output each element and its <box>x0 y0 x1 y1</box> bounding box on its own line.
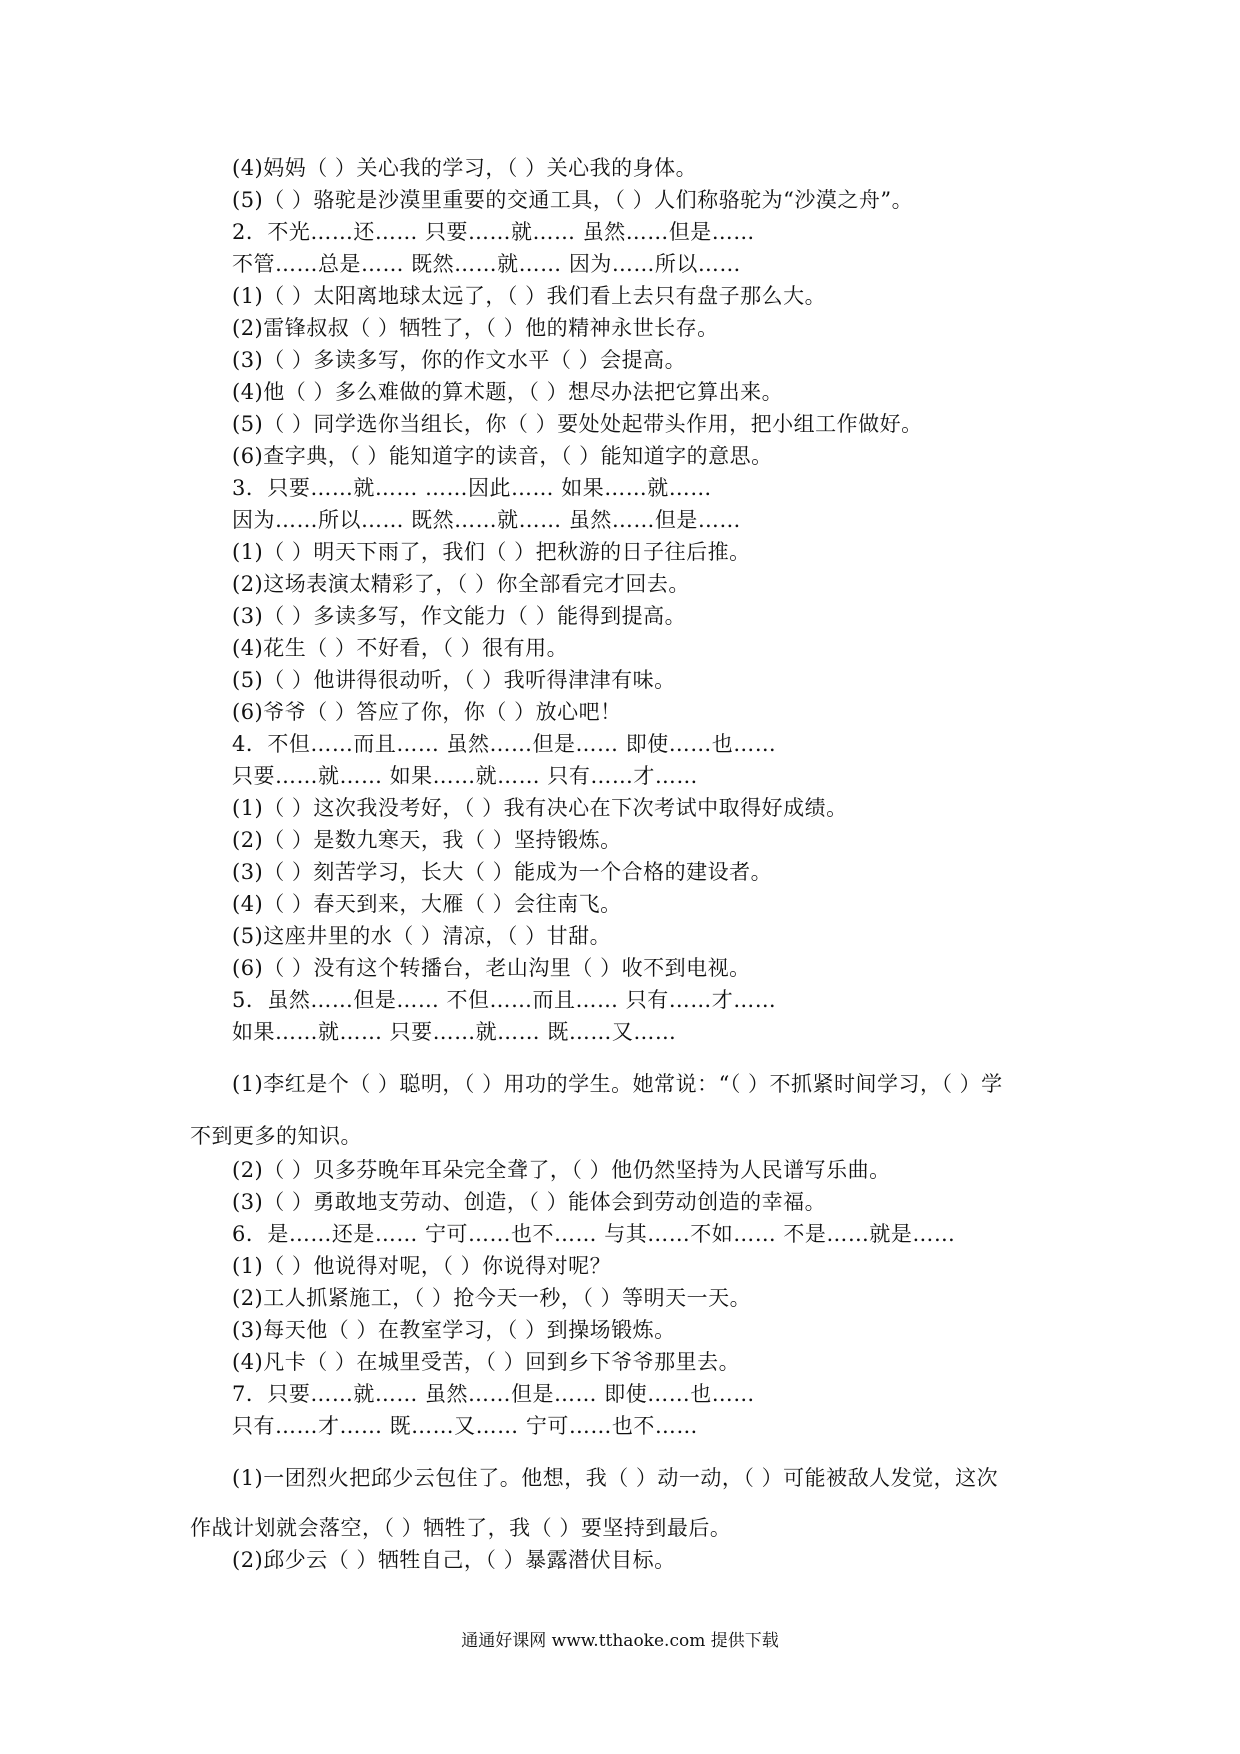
text-line: (2)雷锋叔叔（ ）牺牲了，（ ）他的精神永世长存。 <box>232 316 719 340</box>
text-line: (3)（ ）勇敢地支劳动、创造，（ ）能体会到劳动创造的幸福。 <box>232 1190 827 1214</box>
text-line: (5)这座井里的水（ ）清凉，（ ）甘甜。 <box>232 924 612 948</box>
text-line: 只要……就…… 如果……就…… 只有……才…… <box>232 764 698 788</box>
section-heading: 7．只要……就…… 虽然……但是…… 即使……也…… <box>232 1382 755 1406</box>
text-line: (5)（ ）同学选你当组长，你（ ）要处处起带头作用，把小组工作做好。 <box>232 412 923 436</box>
page-footer: 通通好课网 www.tthaoke.com 提供下载 <box>461 1631 779 1651</box>
text-line: (4)凡卡（ ）在城里受苦，（ ）回到乡下爷爷那里去。 <box>232 1350 741 1374</box>
text-line: (3)每天他（ ）在教室学习，（ ）到操场锻炼。 <box>232 1318 676 1342</box>
text-line: 如果……就…… 只要……就…… 既……又…… <box>232 1020 677 1044</box>
text-line: (3)（ ）刻苦学习，长大（ ）能成为一个合格的建设者。 <box>232 860 773 884</box>
text-line: (2)（ ）贝多芬晚年耳朵完全聋了，（ ）他仍然坚持为人民谱写乐曲。 <box>232 1158 891 1182</box>
section-heading: 4．不但……而且…… 虽然……但是…… 即使……也…… <box>232 732 777 756</box>
text-line: (5)（ ）骆驼是沙漠里重要的交通工具，（ ）人们称骆驼为“沙漠之舟”。 <box>232 188 914 212</box>
text-line: (1)（ ）明天下雨了，我们（ ）把秋游的日子往后推。 <box>232 540 751 564</box>
section-heading: 6．是……还是…… 宁可……也不…… 与其……不如…… 不是……就是…… <box>232 1222 956 1246</box>
text-line: (2)（ ）是数九寒天，我（ ）坚持锻炼。 <box>232 828 622 852</box>
text-line: (4)他（ ）多么难做的算术题，（ ）想尽办法把它算出来。 <box>232 380 784 404</box>
text-line: 只有……才…… 既……又…… 宁可……也不…… <box>232 1414 698 1438</box>
text-line: (1)（ ）他说得对呢，（ ）你说得对呢？ <box>232 1254 612 1278</box>
text-line: (1)李红是个（ ）聪明，（ ）用功的学生。她常说：“（ ）不抓紧时间学习，（ ）学 <box>232 1072 1003 1096</box>
text-line: (4)（ ）春天到来，大雁（ ）会往南飞。 <box>232 892 622 916</box>
text-line: (1)（ ）太阳离地球太远了，（ ）我们看上去只有盘子那么大。 <box>232 284 827 308</box>
text-line: (4)妈妈（ ）关心我的学习，（ ）关心我的身体。 <box>232 156 698 180</box>
text-line: (6)（ ）没有这个转播台，老山沟里（ ）收不到电视。 <box>232 956 751 980</box>
text-line: (2)这场表演太精彩了，（ ）你全部看完才回去。 <box>232 572 690 596</box>
text-line: (5)（ ）他讲得很动听，（ ）我听得津津有味。 <box>232 668 676 692</box>
text-line: (3)（ ）多读多写，你的作文水平（ ）会提高。 <box>232 348 687 372</box>
text-line: 不管……总是…… 既然……就…… 因为……所以…… <box>232 252 741 276</box>
text-line: (6)查字典，（ ）能知道字的读音，（ ）能知道字的意思。 <box>232 444 773 468</box>
text-line: 因为……所以…… 既然……就…… 虽然……但是…… <box>232 508 741 532</box>
section-heading: 3．只要……就…… ……因此…… 如果……就…… <box>232 476 712 500</box>
text-line: 不到更多的知识。 <box>190 1124 362 1148</box>
text-line: (2)工人抓紧施工，（ ）抢今天一秒，（ ）等明天一天。 <box>232 1286 752 1310</box>
text-line: (4)花生（ ）不好看，（ ）很有用。 <box>232 636 569 660</box>
section-heading: 2．不光……还…… 只要……就…… 虽然……但是…… <box>232 220 755 244</box>
text-line: (6)爷爷（ ）答应了你，你（ ）放心吧！ <box>232 700 622 724</box>
text-line: (3)（ ）多读多写，作文能力（ ）能得到提高。 <box>232 604 687 628</box>
text-line: (1)（ ）这次我没考好，（ ）我有决心在下次考试中取得好成绩。 <box>232 796 848 820</box>
text-line: (1)一团烈火把邱少云包住了。他想，我（ ）动一动，（ ）可能被敌人发觉，这次 <box>232 1466 999 1490</box>
section-heading: 5．虽然……但是…… 不但……而且…… 只有……才…… <box>232 988 777 1012</box>
text-line: 作战计划就会落空，（ ）牺牲了，我（ ）要坚持到最后。 <box>190 1516 732 1540</box>
text-line: (2)邱少云（ ）牺牲自己，（ ）暴露潜伏目标。 <box>232 1548 676 1572</box>
